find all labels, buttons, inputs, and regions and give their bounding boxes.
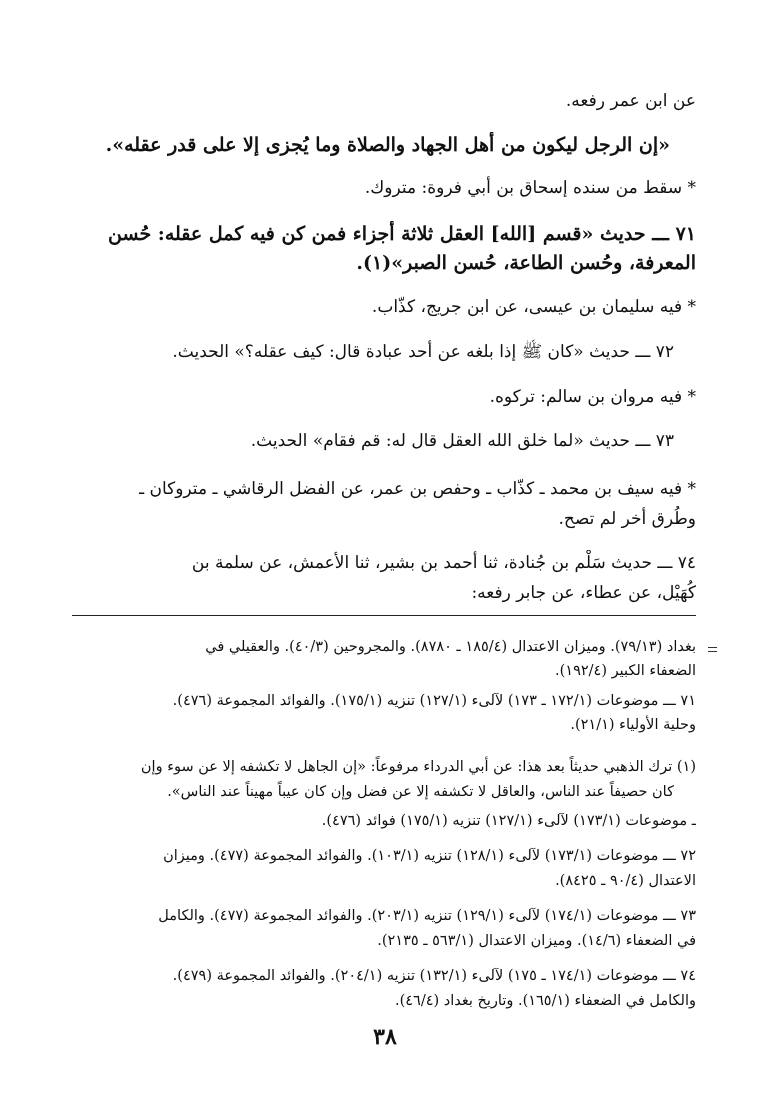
footnote-line: الضعفاء الكبير (١٩٢/٤). bbox=[555, 663, 696, 679]
footnote-separator bbox=[72, 615, 696, 616]
hadith-72: ٧٢ ـــ حديث «كان ﷺ إذا بلغه عن أحد عبادة قال: كيف عقله؟» الحديث. bbox=[172, 342, 674, 362]
footnote-line: كان حصيفاً عند الناس، والعاقل لا تكشفه إلا عن فضل وإن كان عيباً مهيناً عند الناس». bbox=[167, 784, 674, 800]
hadith-74-line-1: ٧٤ ـــ حديث سَلْم بن جُنادة، ثنا أحمد بن بشير، ثنا الأعمش، عن سلمة بن bbox=[191, 553, 696, 573]
footnote-line: في الضعفاء (١٤/٦). وميزان الاعتدال (٥٦٣/١ ـ ٢١٣٥). bbox=[377, 933, 696, 949]
footnote-line: ٧٤ ـــ موضوعات (١٧٤/١ ـ ١٧٥) لآلىء (١٣٢/١) تنزيه (٢٠٤/١). والفوائد المجموعة (٤٧٩). bbox=[172, 968, 696, 984]
note-line: * فيه سيف بن محمد ـ كذّاب ـ وحفص بن عمر، عن الفضل الرقاشي ـ متروكان ـ bbox=[139, 479, 696, 499]
footnote-line: والكامل في الضعفاء (١٦٥/١). وتاريخ بغداد (٤٦/٤). bbox=[394, 993, 696, 1009]
footnote-line: ـ موضوعات (١٧٣/١) لآلىء (١٢٧/١) تنزيه (١٧٥/١) فوائد (٤٧٦). bbox=[321, 813, 696, 829]
hadith-73: ٧٣ ـــ حديث «لما خلق الله العقل قال له: قم فقام» الحديث. bbox=[250, 431, 674, 451]
footnote-line: ٧٣ ـــ موضوعات (١٧٤/١) لآلىء (١٢٩/١) تنزيه (٢٠٣/١). والفوائد المجموعة (٤٧٧). والكامل bbox=[158, 908, 696, 924]
hadith-71-line-2: المعرفة، وحُسن الطاعة، حُسن الصبر»(١). bbox=[356, 252, 696, 274]
footnote-line: الاعتدال (٩٠/٤ ـ ٨٤٢٥). bbox=[555, 873, 696, 889]
hadith-71-line-1: ٧١ ـــ حديث «قسم [الله] العقل ثلاثة أجزاء فمن كن فيه كمل عقله: حُسن bbox=[108, 223, 696, 245]
equals-mark bbox=[708, 644, 717, 655]
note-line: وطُرق أخر لم تصح. bbox=[558, 509, 696, 529]
note-line: * سقط من سنده إسحاق بن أبي فروة: متروك. bbox=[364, 178, 696, 198]
note-line: * فيه مروان بن سالم: تركوه. bbox=[489, 387, 696, 407]
page-number: ٣٨ bbox=[373, 1024, 397, 1050]
footnote-line: ٧١ ـــ موضوعات (١٧٢/١ ـ ١٧٣) لآلىء (١٢٧/١) تنزيه (١٧٥/١). والفوائد المجموعة (٤٧٦). bbox=[172, 693, 696, 709]
hadith-quote: «إن الرجل ليكون من أهل الجهاد والصلاة وما يُجزى إلا على قدر عقله». bbox=[105, 134, 670, 156]
note-line: * فيه سليمان بن عيسى، عن ابن جريج، كذّاب. bbox=[371, 297, 696, 317]
hadith-74-line-2: كُهَيْل، عن عطاء، عن جابر رفعه: bbox=[471, 583, 696, 603]
footnote-line: بغداد (٧٩/١٣). وميزان الاعتدال (١٨٥/٤ ـ ٨٧٨٠). والمجروحين (٤٠/٣). والعقيلي في bbox=[205, 639, 696, 655]
footnote-line: (١) ترك الذهبي حديثاً بعد هذا: عن أبي الدرداء مرفوعاً: «إن الجاهل لا تكشفه إلا عن سوء وإن bbox=[140, 759, 696, 775]
text-line: عن ابن عمر رفعه. bbox=[565, 91, 696, 111]
footnote-line: وحلية الأولياء (٢١/١). bbox=[570, 717, 696, 733]
footnote-line: ٧٢ ـــ موضوعات (١٧٣/١) لآلىء (١٢٨/١) تنزيه (١٠٣/١). والفوائد المجموعة (٤٧٧). وميزان bbox=[163, 848, 696, 864]
